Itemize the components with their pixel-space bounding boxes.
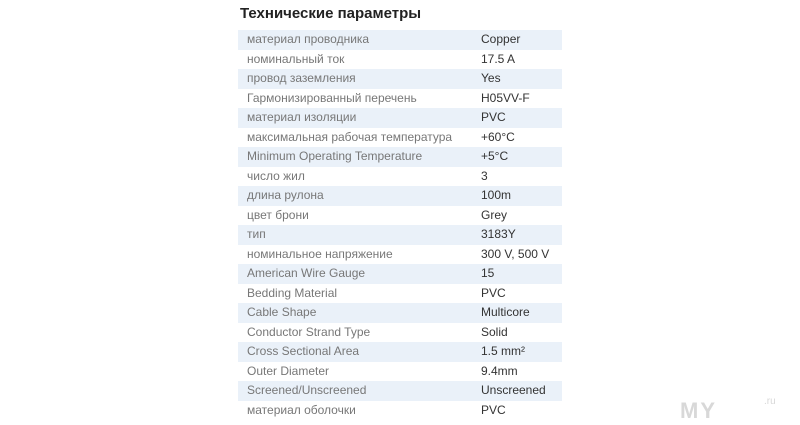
spec-name: Screened/Unscreened [238,381,481,401]
spec-value: 17.5 A [481,50,562,70]
spec-table [238,30,562,420]
spec-value: +5°C [481,147,562,167]
table-row [238,264,562,284]
spec-value: 3 [481,167,562,187]
table-row [238,342,562,362]
spec-name: число жил [238,167,481,187]
spec-name: Cable Shape [238,303,481,323]
spec-name: Cross Sectional Area [238,342,481,362]
spec-name: Outer Diameter [238,362,481,382]
spec-value: PVC [481,284,562,304]
watermark-suffix: .ru [764,396,776,407]
table-row [238,362,562,382]
spec-value: 3183Y [481,225,562,245]
spec-value: Unscreened [481,381,562,401]
spec-name: Bedding Material [238,284,481,304]
spec-value: Solid [481,323,562,343]
spec-name: материал изоляции [238,108,481,128]
table-row [238,206,562,226]
page-title: Технические параметры [240,5,422,22]
spec-name: тип [238,225,481,245]
spec-value: 100m [481,186,562,206]
watermark-logo: MY [680,398,717,423]
spec-name: материал оболочки [238,401,481,421]
table-row [238,186,562,206]
spec-name: Гармонизированный перечень [238,89,481,109]
spec-value: PVC [481,108,562,128]
table-row [238,245,562,265]
spec-name: длина рулона [238,186,481,206]
table-row [238,381,562,401]
table-row [238,167,562,187]
table-row [238,128,562,148]
table-row [238,108,562,128]
spec-name: номинальный ток [238,50,481,70]
table-row [238,323,562,343]
spec-name: American Wire Gauge [238,264,481,284]
table-row [238,147,562,167]
table-row [238,50,562,70]
table-row [238,30,562,50]
spec-value: 9.4mm [481,362,562,382]
spec-value: Multicore [481,303,562,323]
table-row [238,284,562,304]
spec-name: максимальная рабочая температура [238,128,481,148]
spec-value: H05VV-F [481,89,562,109]
table-row [238,89,562,109]
spec-value: Copper [481,30,562,50]
spec-value: 15 [481,264,562,284]
spec-name: Conductor Strand Type [238,323,481,343]
spec-value: +60°C [481,128,562,148]
spec-value: PVC [481,401,562,421]
spec-value: 1.5 mm² [481,342,562,362]
spec-value: Grey [481,206,562,226]
table-row [238,69,562,89]
spec-name: номинальное напряжение [238,245,481,265]
spec-name: цвет брони [238,206,481,226]
spec-name: Minimum Operating Temperature [238,147,481,167]
table-row [238,401,562,421]
spec-value: 300 V, 500 V [481,245,562,265]
spec-table-body [238,30,562,420]
spec-value: Yes [481,69,562,89]
table-row [238,225,562,245]
table-row [238,303,562,323]
spec-name: материал проводника [238,30,481,50]
spec-name: провод заземления [238,69,481,89]
